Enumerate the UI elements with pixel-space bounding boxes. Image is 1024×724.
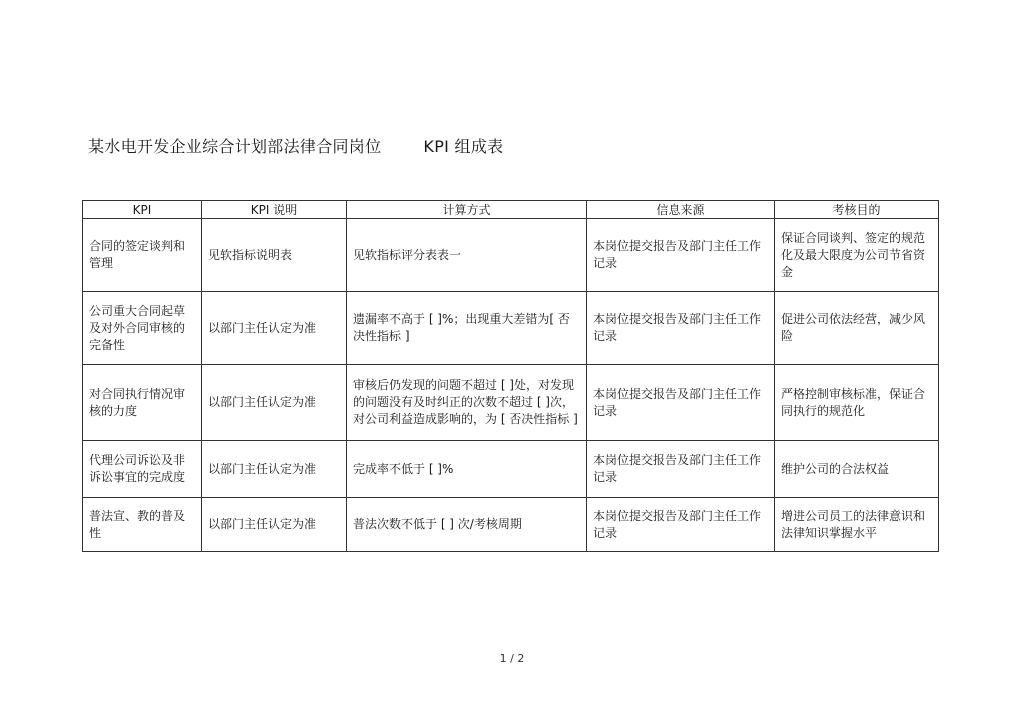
- cell-purpose: 严格控制审核标准，保证合同执行的规范化: [775, 365, 939, 441]
- cell-kpi: 合同的签定谈判和管理: [83, 219, 202, 292]
- cell-method: 审核后仍发现的问题不超过 [ ]处，对发现的问题没有及时纠正的次数不超过 [ ]次，对公司利益造成影响的，为 [ 否决性指标 ]: [347, 365, 587, 441]
- cell-source: 本岗位提交报告及部门主任工作记录: [587, 441, 775, 498]
- table-row: [83, 498, 939, 552]
- cell-description: 以部门主任认定为准: [202, 498, 347, 552]
- cell-source: 本岗位提交报告及部门主任工作记录: [587, 292, 775, 365]
- cell-source: 本岗位提交报告及部门主任工作记录: [587, 498, 775, 552]
- table-header-row: [83, 201, 939, 219]
- cell-purpose: 保证合同谈判、签定的规范化及最大限度为公司节省资金: [775, 219, 939, 292]
- header-assessment-purpose: 考核目的: [775, 201, 939, 219]
- header-calculation-method: 计算方式: [347, 201, 587, 219]
- cell-method: 见软指标评分表表一: [347, 219, 587, 292]
- table-row: [83, 365, 939, 441]
- kpi-table: [82, 200, 939, 552]
- cell-kpi: 公司重大合同起草及对外合同审核的完备性: [83, 292, 202, 365]
- table-row: [83, 441, 939, 498]
- cell-purpose: 增进公司员工的法律意识和法律知识掌握水平: [775, 498, 939, 552]
- table-row: [83, 292, 939, 365]
- title-main: 某水电开发企业综合计划部法律合同岗位: [88, 137, 382, 156]
- page-number: 1 / 2: [499, 652, 525, 665]
- title-suffix: KPI 组成表: [423, 137, 504, 156]
- header-kpi-description: KPI 说明: [202, 201, 347, 219]
- cell-description: 以部门主任认定为准: [202, 292, 347, 365]
- cell-purpose: 维护公司的合法权益: [775, 441, 939, 498]
- cell-method: 完成率不低于 [ ]%: [347, 441, 587, 498]
- header-kpi: KPI: [83, 201, 202, 219]
- cell-source: 本岗位提交报告及部门主任工作记录: [587, 365, 775, 441]
- cell-purpose: 促进公司依法经营，减少风险: [775, 292, 939, 365]
- cell-source: 本岗位提交报告及部门主任工作记录: [587, 219, 775, 292]
- cell-method: 遗漏率不高于 [ ]%；出现重大差错为[ 否决性指标 ]: [347, 292, 587, 365]
- cell-method: 普法次数不低于 [ ] 次/考核周期: [347, 498, 587, 552]
- page-title: [88, 134, 503, 157]
- header-information-source: 信息来源: [587, 201, 775, 219]
- cell-kpi: 代理公司诉讼及非诉讼事宜的完成度: [83, 441, 202, 498]
- cell-description: 以部门主任认定为准: [202, 441, 347, 498]
- table-row: [83, 219, 939, 292]
- cell-kpi: 对合同执行情况审核的力度: [83, 365, 202, 441]
- cell-description: 以部门主任认定为准: [202, 365, 347, 441]
- cell-description: 见软指标说明表: [202, 219, 347, 292]
- cell-kpi: 普法宣、教的普及性: [83, 498, 202, 552]
